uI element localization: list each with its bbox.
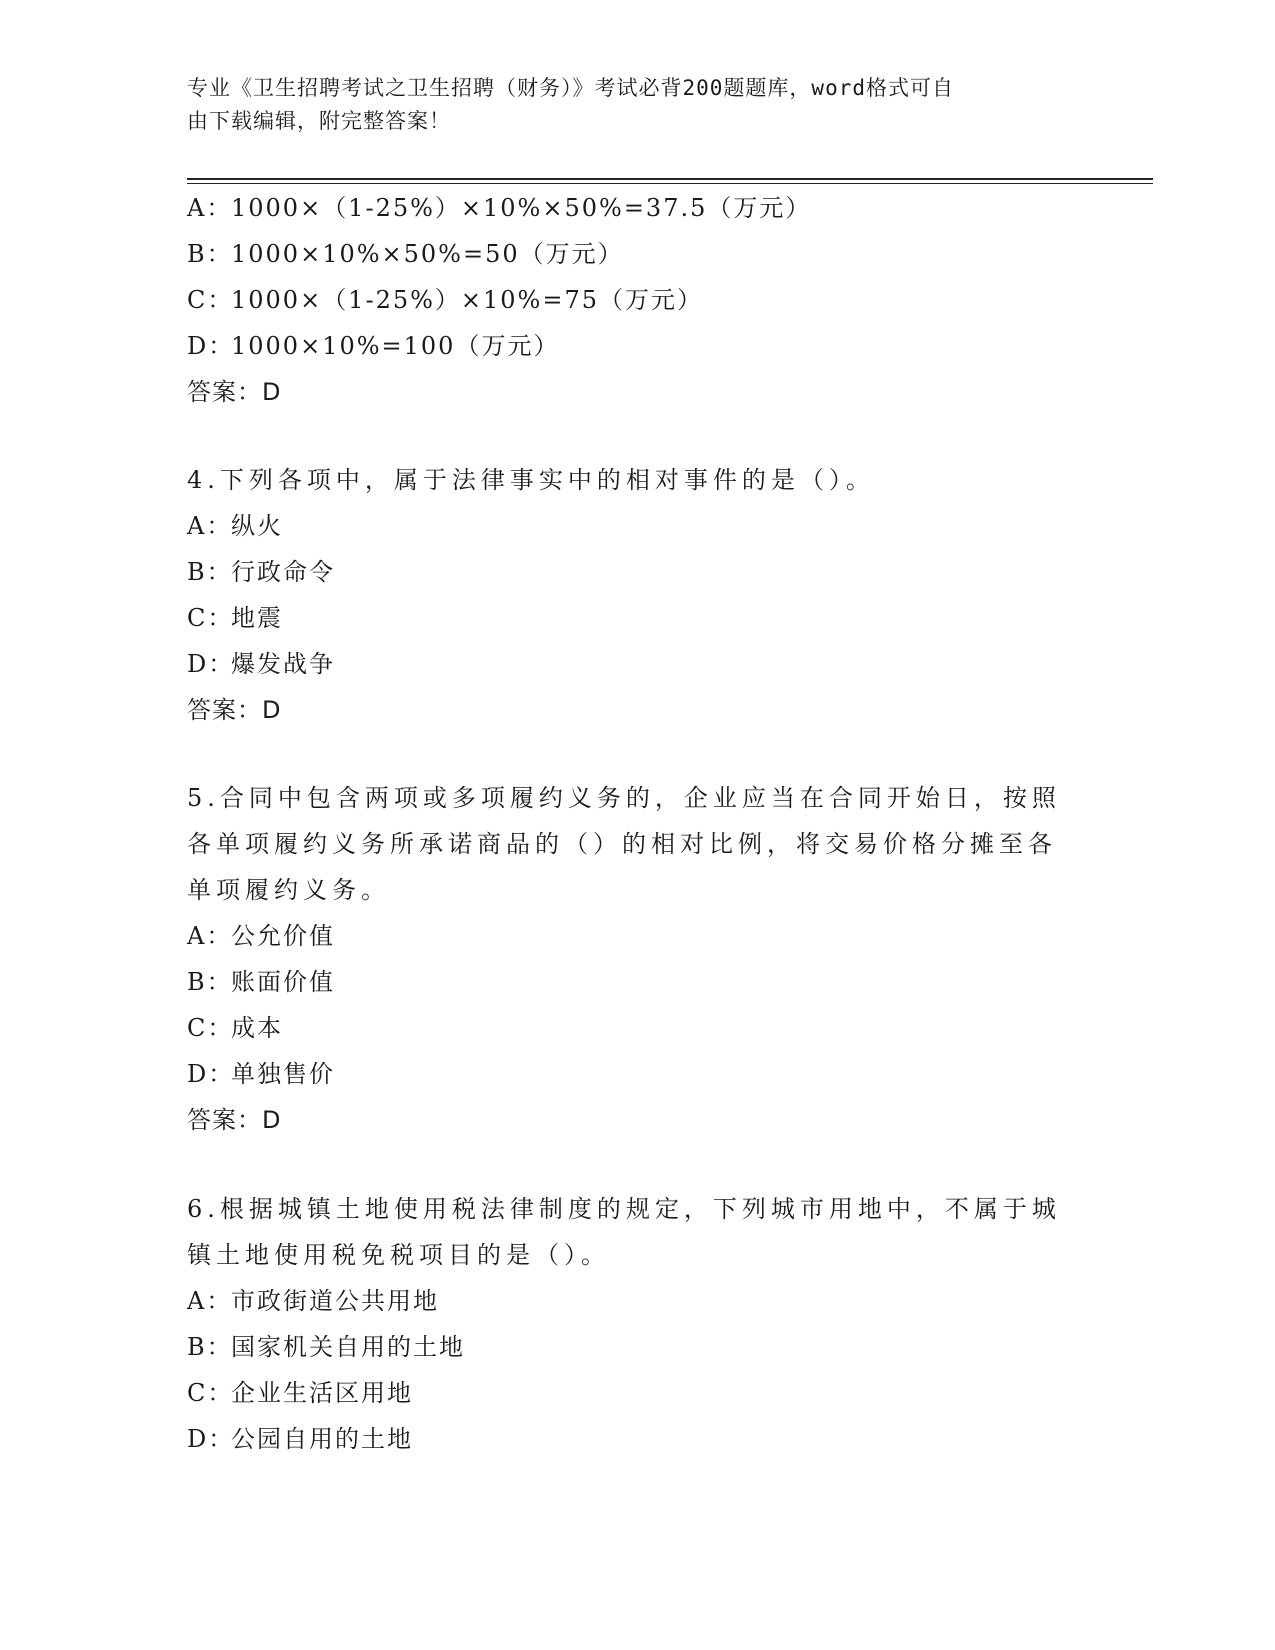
question-4-block	[187, 457, 1067, 733]
question-5-answer: 答案：D	[187, 1106, 282, 1134]
question-4-option-d	[187, 641, 1067, 687]
question-5-option-d	[187, 1051, 1067, 1097]
question-6-option-d	[187, 1416, 1067, 1462]
question-6-line-2: 镇土地使用税免税项目的是（）。	[187, 1241, 610, 1269]
question-3-answer: 答案：D	[187, 378, 282, 406]
question-5-line-1: 5.合同中包含两项或多项履约义务的，企业应当在合同开始日，按照	[187, 784, 1061, 812]
option-key: B：	[187, 968, 233, 996]
option-key: B：	[187, 240, 233, 268]
option-text: 爆发战争	[231, 650, 335, 678]
question-4-option-b	[187, 549, 1067, 595]
option-key: B：	[187, 1333, 233, 1361]
question-6-option-c	[187, 1370, 1067, 1416]
question-6-line-1: 6.根据城镇土地使用税法律制度的规定，下列城市用地中，不属于城	[187, 1195, 1061, 1223]
question-5-option-b	[187, 959, 1067, 1005]
question-3-option-c	[187, 277, 1067, 323]
question-4-option-a	[187, 503, 1067, 549]
document-header	[187, 72, 1067, 138]
option-key: B：	[187, 558, 233, 586]
header-divider-thin	[187, 183, 1153, 184]
question-4-option-c	[187, 595, 1067, 641]
option-text: 1000×10%×50%=50（万元）	[231, 240, 624, 268]
option-key: D：	[187, 650, 235, 678]
header-divider-thick	[187, 178, 1153, 180]
question-6-option-a	[187, 1278, 1067, 1324]
question-3-option-a	[187, 185, 1067, 231]
question-4-answer: 答案：D	[187, 696, 282, 724]
question-5-line-2: 各单项履约义务所承诺商品的（）的相对比例，将交易价格分摊至各	[187, 830, 1057, 858]
option-text: 市政街道公共用地	[231, 1287, 439, 1315]
question-3-block	[187, 185, 1067, 415]
option-key: C：	[187, 1379, 234, 1407]
option-text: 公园自用的土地	[231, 1425, 413, 1453]
option-key: A：	[187, 194, 233, 222]
option-text: 成本	[231, 1014, 283, 1042]
option-key: C：	[187, 1014, 234, 1042]
question-6-block	[187, 1186, 1067, 1462]
option-text: 1000×（1-25%）×10%×50%=37.5（万元）	[231, 194, 812, 222]
option-text: 行政命令	[231, 558, 335, 586]
question-6-option-b	[187, 1324, 1067, 1370]
option-key: D：	[187, 1060, 235, 1088]
question-5-block	[187, 775, 1067, 1143]
question-3-option-b	[187, 231, 1067, 277]
question-5-line-3: 单项履约义务。	[187, 876, 390, 904]
question-5-option-a	[187, 913, 1067, 959]
option-key: A：	[187, 1287, 233, 1315]
option-text: 国家机关自用的土地	[231, 1333, 465, 1361]
option-text: 单独售价	[231, 1060, 335, 1088]
question-5-option-c	[187, 1005, 1067, 1051]
option-text: 1000×10%=100（万元）	[231, 332, 560, 360]
header-line-1: 专业《卫生招聘考试之卫生招聘（财务）》考试必背200题题库，word格式可自	[187, 76, 954, 100]
option-key: A：	[187, 922, 233, 950]
option-key: C：	[187, 286, 234, 314]
option-text: 纵火	[231, 512, 283, 540]
option-text: 账面价值	[231, 968, 335, 996]
option-text: 公允价值	[231, 922, 335, 950]
question-3-option-d	[187, 323, 1067, 369]
header-line-2: 由下载编辑，附完整答案！	[187, 109, 451, 133]
option-text: 1000×（1-25%）×10%=75（万元）	[231, 286, 704, 314]
option-key: D：	[187, 332, 235, 360]
option-text: 地震	[231, 604, 283, 632]
question-4-text: 4.下列各项中，属于法律事实中的相对事件的是（）。	[187, 466, 875, 494]
option-key: C：	[187, 604, 234, 632]
option-key: A：	[187, 512, 233, 540]
option-text: 企业生活区用地	[231, 1379, 413, 1407]
option-key: D：	[187, 1425, 235, 1453]
